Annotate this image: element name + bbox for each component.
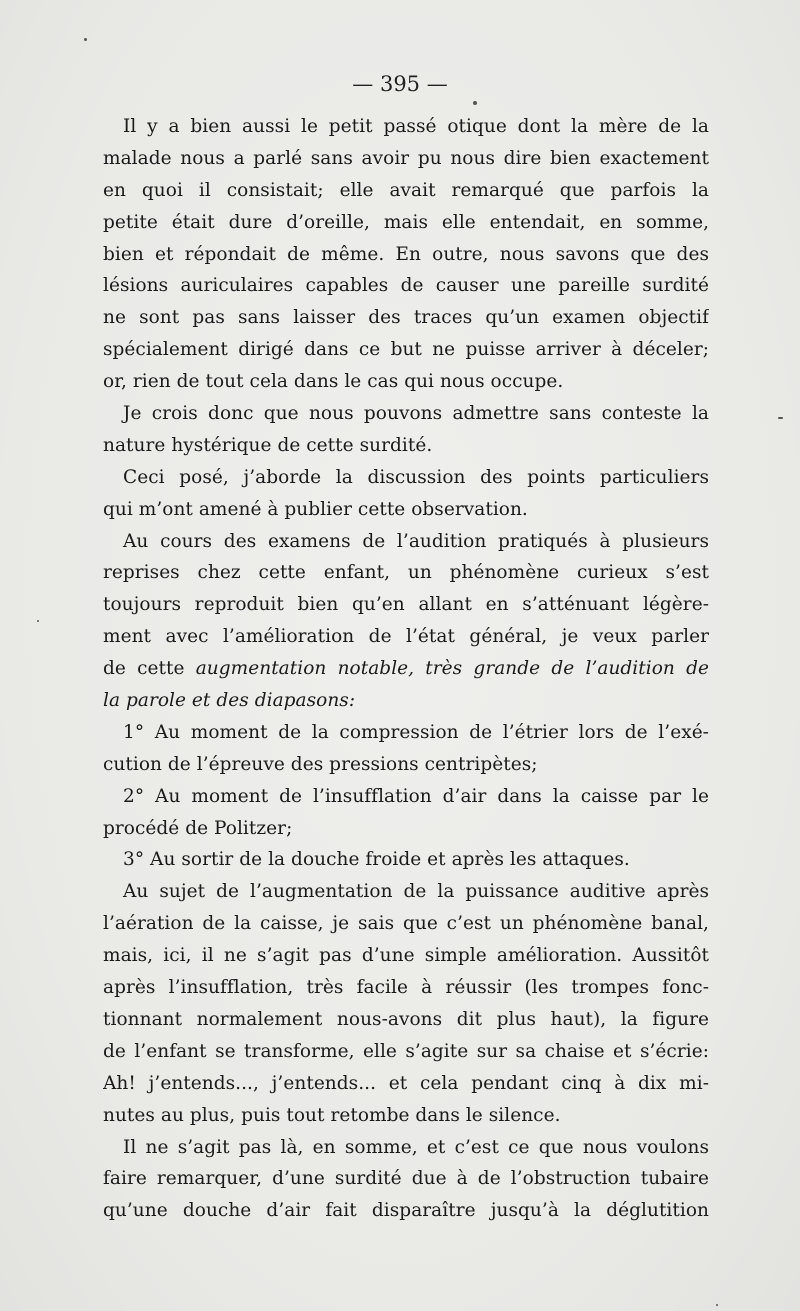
text-run: Ah! j’entends..., j’entends... et cela pendant cinq à dix mi- [103, 1072, 709, 1094]
text-run: Je crois donc que nous pouvons admettre sans conteste la [123, 403, 709, 425]
text-line [103, 302, 709, 334]
text-line [103, 398, 709, 430]
text-run: l’aération de la caisse, je sais que c’est un phénomène banal, [103, 913, 709, 935]
text-run: procédé de Politzer; [103, 817, 293, 839]
text-run: toujours reproduit bien qu’en allant en s’atténuant légère- [103, 594, 709, 616]
text-line [103, 239, 709, 271]
text-line [103, 334, 709, 366]
text-line [103, 717, 709, 749]
text-line [103, 526, 709, 558]
text-line [103, 781, 709, 813]
text-run: ment avec l’amélioration de l’état général, je veux parler [103, 626, 709, 648]
text-line [103, 462, 709, 494]
page-number: — 395 — [352, 72, 448, 96]
text-line [103, 813, 709, 845]
text-line [103, 270, 709, 302]
text-run: Au sujet de l’augmentation de la puissance auditive après [123, 881, 709, 903]
text-run: qui m’ont amené à publier cette observation. [103, 498, 528, 520]
paper-speck [84, 38, 87, 41]
text-line [103, 557, 709, 589]
text-run: nutes au plus, puis tout retombe dans le silence. [103, 1104, 561, 1126]
text-line [103, 1163, 709, 1195]
text-line [103, 175, 709, 207]
text-run: reprises chez cette enfant, un phénomène curieux s’est [103, 562, 709, 584]
text-line [103, 111, 709, 143]
text-line [103, 749, 709, 781]
text-run: bien et répondait de même. En outre, nous savons que des [103, 243, 709, 265]
text-run: après l’insufflation, très facile à réussir (les trompes fonc- [103, 977, 709, 999]
text-line [103, 844, 709, 876]
paper-speck [778, 417, 783, 419]
text-run: 1° Au moment de la compression de l’étrier lors de l’exé- [123, 721, 709, 743]
text-run: cution de l’épreuve des pressions centripètes; [103, 753, 538, 775]
italic-text-run: augmentation notable, très grande de l’audition de [195, 658, 709, 680]
text-run: ne sont pas sans laisser des traces qu’un examen objectif [103, 307, 709, 329]
text-run: Il y a bien aussi le petit passé otique dont la mère de la [123, 116, 709, 137]
text-line [103, 207, 709, 239]
text-line [103, 1195, 709, 1227]
text-run: tionnant normalement nous-avons dit plus haut), la figure [103, 1008, 709, 1030]
text-line [103, 972, 709, 1004]
text-run: petite était dure d’oreille, mais elle entendait, en somme, [103, 211, 709, 233]
text-line [103, 1068, 709, 1100]
text-line [103, 1100, 709, 1132]
text-run: Il ne s’agit pas là, en somme, et c’est ce que nous voulons [123, 1136, 709, 1158]
text-run: de cette [103, 658, 196, 680]
body-text [103, 111, 709, 1227]
text-run: 3° Au sortir de la douche froide et après les attaques. [123, 849, 630, 871]
text-run: spécialement dirigé dans ce but ne puisse arriver à déceler; [103, 339, 709, 361]
text-run: or, rien de tout cela dans le cas qui nous occupe. [103, 371, 564, 393]
text-run: 2° Au moment de l’insufflation d’air dans la caisse par le [123, 785, 709, 807]
text-run: faire remarquer, d’une surdité due à de l’obstruction tubaire [103, 1168, 709, 1190]
text-line [103, 1036, 709, 1068]
text-line [103, 685, 709, 717]
text-line [103, 1132, 709, 1164]
text-run: qu’une douche d’air fait disparaître jusqu’à la déglutition [103, 1200, 709, 1222]
text-line [103, 1004, 709, 1036]
text-run: nature hystérique de cette surdité. [103, 434, 433, 456]
text-line [103, 430, 709, 462]
text-line [103, 494, 709, 526]
text-run: en quoi il consistait; elle avait remarqué que parfois la [103, 179, 709, 201]
text-run: Au cours des examens de l’audition pratiqués à plusieurs [123, 530, 709, 552]
text-line [103, 366, 709, 398]
text-line [103, 143, 709, 175]
text-run: mais, ici, il ne s’agit pas d’une simple amélioration. Aussitôt [103, 945, 709, 967]
text-line [103, 621, 709, 653]
text-run: malade nous a parlé sans avoir pu nous dire bien exactement [103, 147, 709, 169]
paper-speck [473, 101, 477, 105]
text-run: Ceci posé, j’aborde la discussion des points particuliers [123, 466, 709, 488]
paper-speck [716, 1304, 718, 1306]
text-run: lésions auriculaires capables de causer une pareille surdité [103, 275, 709, 297]
text-line [103, 940, 709, 972]
text-line [103, 908, 709, 940]
text-run: de l’enfant se transforme, elle s’agite sur sa chaise et s’écrie: [103, 1040, 709, 1062]
italic-text-run: la parole et des diapasons: [103, 690, 356, 712]
text-line [103, 589, 709, 621]
text-line [103, 653, 709, 685]
paper-speck [37, 620, 39, 622]
text-line [103, 876, 709, 908]
